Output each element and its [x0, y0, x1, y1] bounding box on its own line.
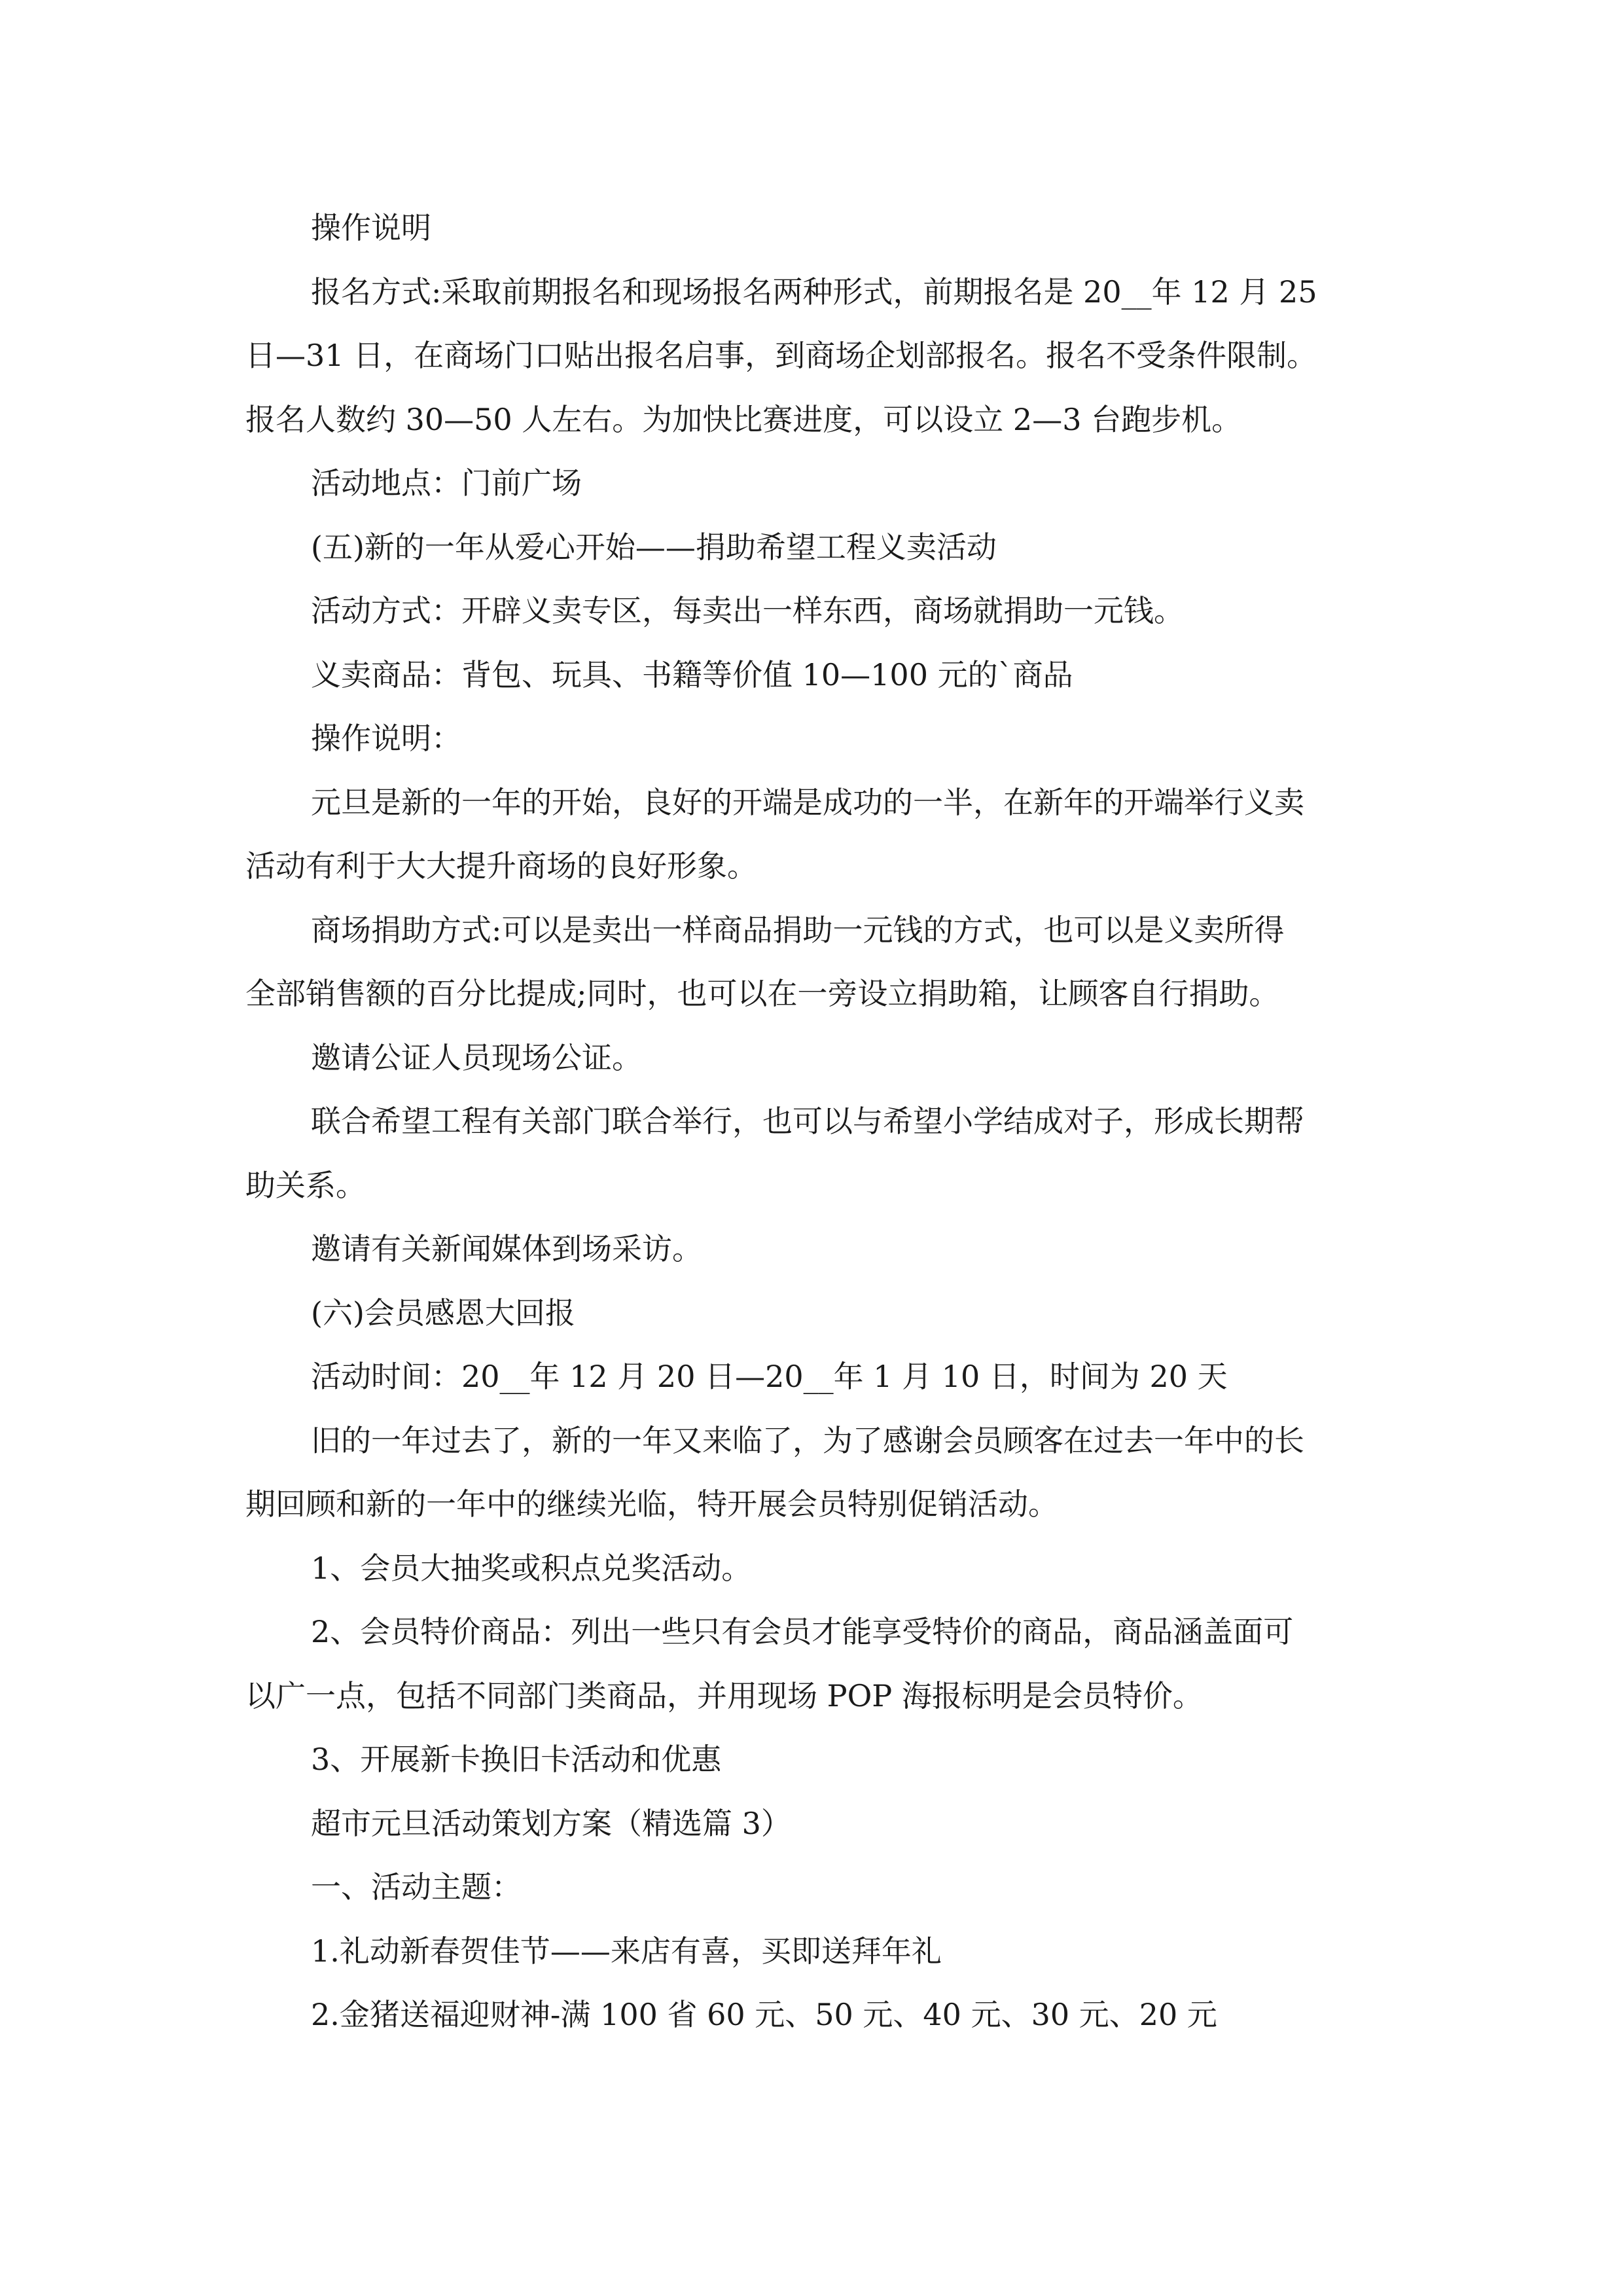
- paragraph-continuation-line: 期回顾和新的一年中的继续光临，特开展会员特别促销活动。: [245, 1486, 1058, 1522]
- paragraph-line: 2.金猪送福迎财神-满 100 省 60 元、50 元、40 元、30 元、20 元: [311, 1997, 1217, 2032]
- paragraph-line: 一、活动主题：: [311, 1869, 522, 1905]
- paragraph-line: 商场捐助方式:可以是卖出一样商品捐助一元钱的方式，也可以是义卖所得: [311, 912, 1285, 948]
- paragraph-line: 活动地点：门前广场: [311, 465, 582, 501]
- document-body: [245, 196, 1397, 2047]
- paragraph-line: 1、会员大抽奖或积点兑奖活动。: [311, 1550, 752, 1586]
- paragraph-line: 2、会员特价商品：列出一些只有会员才能享受特价的商品，商品涵盖面可: [311, 1614, 1294, 1649]
- paragraph-line: 操作说明: [311, 210, 431, 245]
- paragraph-continuation-line: 活动有利于大大提升商场的良好形象。: [245, 848, 757, 884]
- paragraph-continuation-line: 报名人数约 30—50 人左右。为加快比赛进度，可以设立 2—3 台跑步机。: [245, 401, 1242, 437]
- paragraph-line: 旧的一年过去了，新的一年又来临了，为了感谢会员顾客在过去一年中的长: [311, 1422, 1304, 1458]
- paragraph-line: 1.礼动新春贺佳节——来店有喜，买即送拜年礼: [311, 1933, 942, 1969]
- paragraph-line: 活动时间：20__年 12 月 20 日—20__年 1 月 10 日，时间为 20 天: [311, 1359, 1228, 1394]
- paragraph-continuation-line: 以广一点，包括不同部门类商品，并用现场 POP 海报标明是会员特价。: [245, 1677, 1203, 1713]
- paragraph-line: (六)会员感恩大回报: [311, 1295, 575, 1331]
- paragraph-line: 联合希望工程有关部门联合举行，也可以与希望小学结成对子，形成长期帮: [311, 1103, 1304, 1139]
- paragraph-continuation-line: 全部销售额的百分比提成;同时，也可以在一旁设立捐助箱，让顾客自行捐助。: [245, 976, 1279, 1011]
- paragraph-line: 邀请有关新闻媒体到场采访。: [311, 1231, 702, 1266]
- paragraph-line: 元旦是新的一年的开始，良好的开端是成功的一半，在新年的开端举行义卖: [311, 784, 1304, 820]
- paragraph-line: 操作说明：: [311, 721, 461, 756]
- paragraph-line: 活动方式：开辟义卖专区，每卖出一样东西，商场就捐助一元钱。: [311, 593, 1184, 628]
- paragraph-continuation-line: 日—31 日，在商场门口贴出报名启事，到商场企划部报名。报名不受条件限制。: [245, 338, 1317, 373]
- paragraph-continuation-line: 助关系。: [245, 1167, 366, 1203]
- paragraph-line: (五)新的一年从爱心开始——捐助希望工程义卖活动: [311, 529, 997, 565]
- paragraph-line: 邀请公证人员现场公证。: [311, 1039, 642, 1075]
- paragraph-line: 报名方式:采取前期报名和现场报名两种形式，前期报名是 20__年 12 月 25: [311, 274, 1317, 310]
- paragraph-line: 义卖商品：背包、玩具、书籍等价值 10—100 元的`商品: [311, 656, 1073, 692]
- paragraph-line: 超市元旦活动策划方案（精选篇 3）: [311, 1805, 791, 1841]
- paragraph-line: 3、开展新卡换旧卡活动和优惠: [311, 1742, 722, 1777]
